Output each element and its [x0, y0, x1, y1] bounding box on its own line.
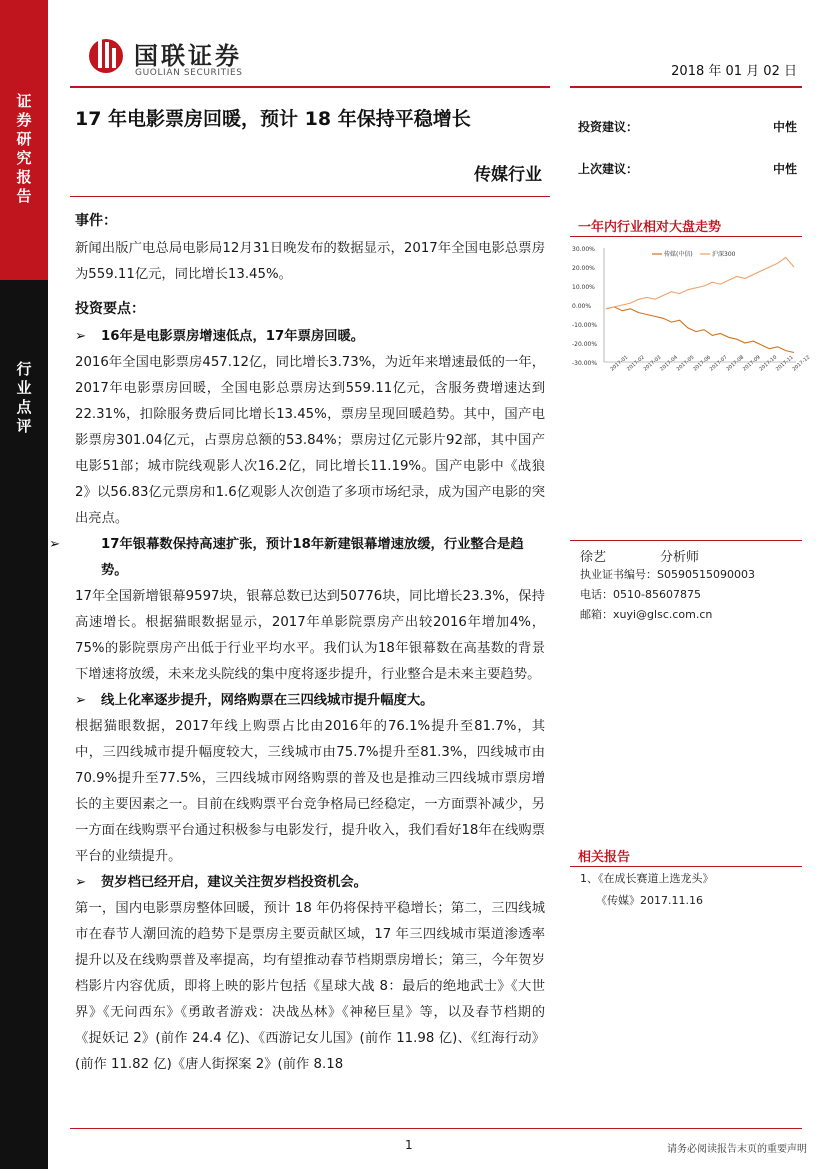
y-tick-label: 0.00%: [572, 303, 592, 310]
report-date: 2018 年 01 月 02 日: [671, 64, 797, 79]
logo-icon: [86, 32, 126, 76]
analyst-cert: 执业证书编号：S0590515090003: [580, 568, 755, 581]
x-tick-label: 2017-09: [741, 354, 762, 373]
relative-performance-chart: [570, 240, 812, 380]
x-tick-label: 2017-06: [692, 354, 713, 373]
rating-previous-value: 中性: [773, 162, 798, 176]
point-1-title: ➢ 16年是电影票房增速低点，17年票房回暖。: [75, 324, 545, 350]
x-tick-label: 2017-08: [725, 354, 746, 373]
logo-subtitle: GUOLIAN SECURITIES: [135, 68, 243, 78]
related-heading: 相关报告: [578, 850, 631, 865]
arrow-bullet-icon: ➢: [75, 329, 87, 344]
footer-rule: [70, 1128, 802, 1129]
x-tick-label: 2017-07: [708, 354, 729, 373]
x-tick-label: 2017-11: [774, 354, 795, 373]
sidebar-label-top-text: 证 券 研 究 报 告: [16, 92, 32, 205]
point-4-title: ➢ 贺岁档已经开启，建议关注贺岁档投资机会。: [75, 870, 545, 896]
analyst-rule: [570, 540, 802, 541]
analyst-role: 分析师: [660, 550, 700, 565]
chart-title-rule: [570, 236, 802, 237]
x-tick-label: 2017-04: [659, 354, 679, 373]
points-heading: 投资要点：: [75, 301, 145, 317]
main-column: [49, 210, 545, 1078]
analyst-phone: 电话：0510-85607875: [580, 588, 701, 601]
point-2-text: 17年全国新增银幕9597块，银幕总数已达到50776块，同比增长23.3%，保持高速增长。根据猫眼数据显示，2017年单影院票房产出较2016年增加4%，75%的影院票房产出低于行业平均水平。我们认为18年银幕数在高基数的背景下增速将放缓，未来龙头院线的集中度将逐步提升，行业整合是未来主要趋势。: [75, 589, 545, 682]
analyst-name: 徐艺: [580, 550, 607, 565]
report-sector: 传媒行业: [474, 165, 542, 185]
y-tick-label: -10.00%: [572, 322, 598, 329]
header-rule-left: [70, 86, 550, 88]
header-rule-right: [570, 86, 802, 88]
arrow-bullet-icon: ➢: [75, 693, 87, 708]
y-tick-label: 10.00%: [572, 284, 595, 291]
legend-label: 传媒(中信): [664, 251, 693, 258]
rating-current-value: 中性: [773, 120, 798, 134]
point-3-title: ➢ 线上化率逐步提升，网络购票在三四线城市提升幅度大。: [75, 688, 545, 714]
rating-previous-label: 上次建议：: [578, 162, 639, 176]
series-line-1: [606, 307, 794, 353]
chart-title: 一年内行业相对大盘走势: [578, 220, 722, 235]
legend-label: 沪深300: [712, 251, 736, 258]
point-1-text: 2016年全国电影票房457.12亿，同比增长3.73%，为近年来增速最低的一年，2017年电影票房回暖，全国电影总票房达到559.11亿元，含服务费增速达到22.31%，扣除服务费后同比增长13.45%，票房呈现回暖趋势。其中，国产电影票房301.04亿元，占票房总额的53.84%；票房过亿元影片92部，其中国产电影51部；城市院线观影人次16.2亿，同比增长11.19%。国产电影中《战狼2》以56.83亿元票房和1.6亿观影人次创造了多项市场纪录，成为国产电影的突出亮点。: [75, 355, 545, 526]
page-number: 1: [405, 1138, 413, 1152]
point-3-text: 根据猫眼数据，2017年线上购票占比由2016年的76.1%提升至81.7%，其中，三四线城市提升幅度较大，三线城市由75.7%提升至81.3%，四线城市由70.9%提升至77.5%，三四线城市网络购票的普及也是推动三四线城市票房增长的主要因素之一。目前在线购票平台竞争格局已经稳定，一方面票补减少，另一方面在线购票平台通过积极参与电影发行，提升收入，我们看好18年在线购票平台的业绩提升。: [75, 719, 545, 864]
arrow-bullet-icon: ➢: [75, 875, 87, 890]
point-2-title: ➢ 17年银幕数保持高速扩张，预计18年新建银幕增速放缓，行业整合是趋势。: [75, 532, 545, 584]
event-text: 新闻出版广电总局电影局12月31日晚发布的数据显示，2017年全国电影总票房为559.11亿元，同比增长13.45%。: [75, 241, 545, 282]
sidebar-label-bottom: [0, 360, 48, 436]
x-tick-label: 2017-02: [625, 354, 646, 373]
x-tick-label: 2017-01: [609, 354, 630, 373]
sidebar-label-top: [0, 92, 48, 206]
series-line-2: [606, 258, 794, 309]
related-report-title[interactable]: 1、《在成长赛道上选龙头》: [580, 872, 714, 885]
related-report-source: 《传媒》2017.11.16: [596, 894, 703, 907]
x-tick-label: 2017-12: [791, 354, 812, 373]
related-rule: [570, 866, 802, 867]
title-rule: [70, 196, 550, 197]
y-tick-label: -20.00%: [572, 341, 598, 348]
footer-disclaimer: 请务必阅读报告末页的重要声明: [667, 1144, 807, 1155]
logo-text: 国联证券: [134, 42, 242, 70]
x-tick-label: 2017-05: [675, 354, 696, 373]
sidebar-label-bottom-text: 行 业 点 评: [16, 360, 32, 435]
rating-current-label: 投资建议：: [578, 120, 639, 134]
report-title: 17 年电影票房回暖，预计 18 年保持平稳增长: [75, 108, 471, 130]
arrow-bullet-icon: ➢: [49, 537, 61, 552]
y-tick-label: 30.00%: [572, 246, 595, 253]
x-tick-label: 2017-03: [642, 354, 663, 373]
y-tick-label: 20.00%: [572, 265, 595, 272]
y-tick-label: -30.00%: [572, 360, 598, 367]
point-4-text: 第一，国内电影票房整体回暖，预计 18 年仍将保持平稳增长；第二，三四线城市在春节人潮回流的趋势下是票房主要贡献区域，17 年三四线城市渠道渗透率提升以及在线购票普及率提高，均有望推动春节档期票房增长；第三，今年贺岁档影片内容优质，即将上映的影片包括《星球大战 8：最后的绝地武士》《大世界》《无问西东》《勇敢者游戏：决战丛林》《神秘巨星》等，以及春节档期的《捉妖记 2》(前作 24.4 亿)、《西游记女儿国》(前作 11.98 亿)、《红海行动》(前作 11.82 亿)《唐人街探案 2》(前作 8.18: [75, 901, 545, 1072]
event-heading: 事件：: [75, 213, 117, 229]
x-tick-label: 2017-10: [758, 354, 779, 373]
analyst-email: 邮箱：xuyi@glsc.com.cn: [580, 608, 713, 621]
